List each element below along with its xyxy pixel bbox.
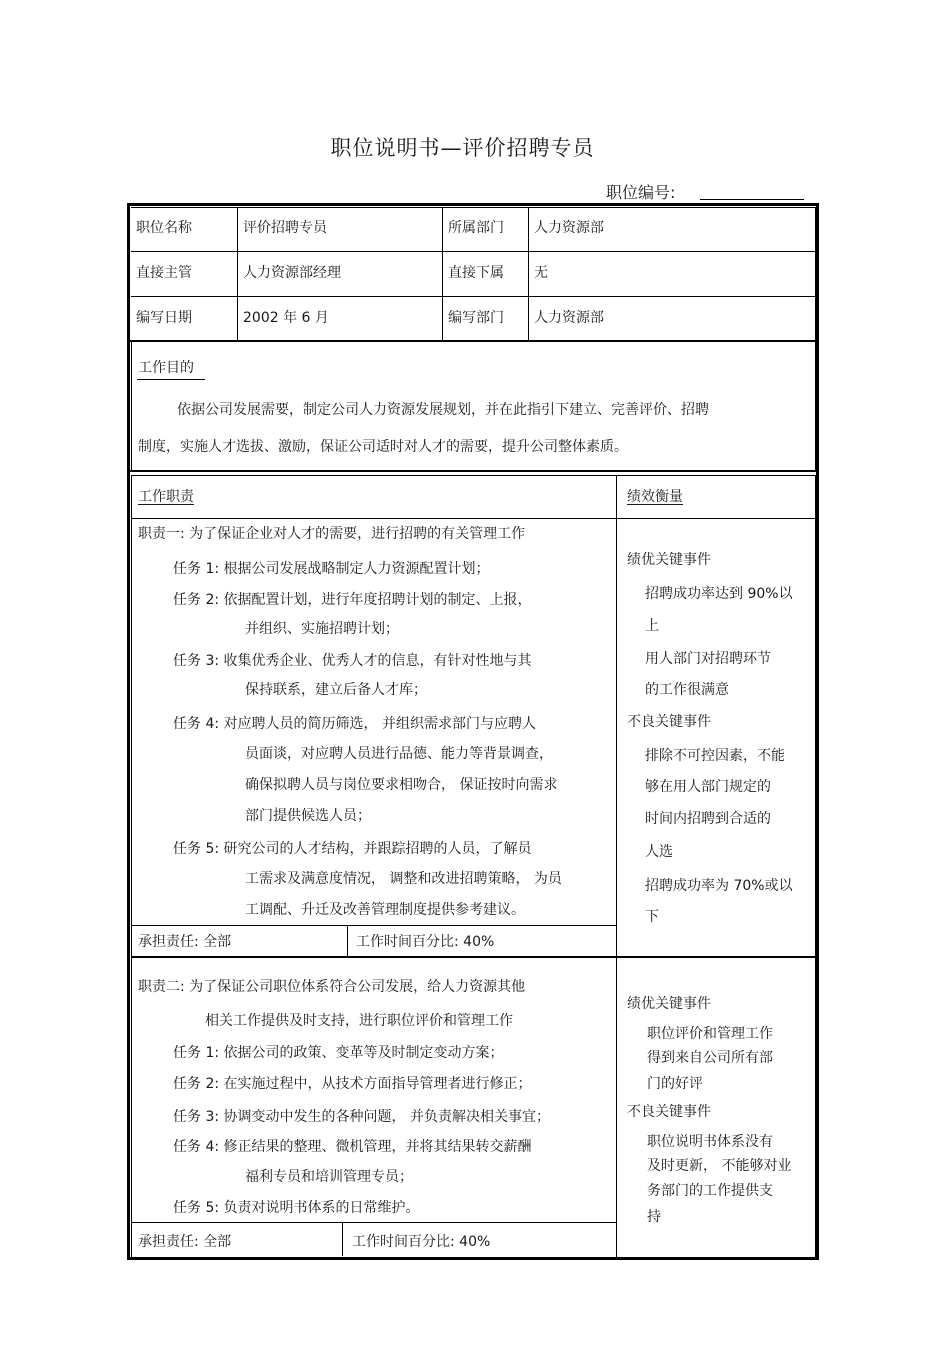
task-line: 任务 1: 根据公司发展战略制定人力资源配置计划； xyxy=(173,561,490,577)
duty-1-title: 职责一: 为了保证企业对人才的需要，进行招聘的有关管理工作 xyxy=(138,526,526,542)
perf-line: 职位说明书体系没有 xyxy=(647,1134,773,1150)
perf-line: 下 xyxy=(645,909,659,925)
perf-line: 务部门的工作提供支 xyxy=(647,1183,773,1199)
task-line: 任务 3: 收集优秀企业、优秀人才的信息，有针对性地与其 xyxy=(173,653,532,669)
label-author-dept: 编写部门 xyxy=(448,310,504,326)
value-subordinate: 无 xyxy=(534,265,548,281)
perf-line: 及时更新， 不能够对业 xyxy=(647,1158,792,1174)
page-title: 职位说明书—评价招聘专员 xyxy=(330,136,595,160)
duty-2-time-percent: 工作时间百分比: 40% xyxy=(352,1234,491,1250)
perf-line: 不良关键事件 xyxy=(627,714,711,730)
label-subordinate: 直接下属 xyxy=(448,265,504,281)
purpose-line-1: 依据公司发展需要，制定公司人力资源发展规划，并在此指引下建立、完善评价、招聘 xyxy=(177,402,709,418)
task-line: 工调配、升迁及改善管理制度提供参考建议。 xyxy=(245,902,525,918)
perf-line: 上 xyxy=(645,618,659,634)
perf-line: 用人部门对招聘环节 xyxy=(645,651,771,667)
purpose-heading: 工作目的 xyxy=(138,360,194,376)
perf-line: 的工作很满意 xyxy=(645,682,729,698)
task-line: 并组织、实施招聘计划； xyxy=(245,621,399,637)
value-author-dept: 人力资源部 xyxy=(534,310,604,326)
task-line: 任务 5: 研究公司的人才结构，并跟踪招聘的人员，了解员 xyxy=(173,841,532,857)
perf-line: 门的好评 xyxy=(647,1076,703,1092)
label-supervisor: 直接主管 xyxy=(136,265,192,281)
duty-1-time-percent: 工作时间百分比: 40% xyxy=(356,934,495,950)
duty-2-title: 职责二: 为了保证公司职位体系符合公司发展，给人力资源其他 xyxy=(138,979,526,995)
job-number-label: 职位编号: xyxy=(606,183,676,202)
perf-line: 绩优关键事件 xyxy=(627,996,711,1012)
perf-line: 得到来自公司所有部 xyxy=(647,1050,773,1066)
value-date: 2002 年 6 月 xyxy=(243,310,329,326)
perf-line: 招聘成功率为 70%或以 xyxy=(645,878,793,894)
task-line: 任务 2: 在实施过程中，从技术方面指导管理者进行修正； xyxy=(173,1076,532,1092)
task-line: 任务 1: 依据公司的政策、变革等及时制定变动方案； xyxy=(173,1045,504,1061)
value-department: 人力资源部 xyxy=(534,220,604,236)
perf-line: 时间内招聘到合适的 xyxy=(645,811,771,827)
task-line: 任务 2: 依据配置计划，进行年度招聘计划的制定、上报， xyxy=(173,592,532,608)
perf-line: 排除不可控因素，不能 xyxy=(645,748,785,764)
job-number-field[interactable] xyxy=(700,199,804,200)
task-line: 保持联系，建立后备人才库； xyxy=(245,682,427,698)
task-line: 工需求及满意度情况， 调整和改进招聘策略， 为员 xyxy=(245,871,562,887)
task-line: 任务 5: 负责对说明书体系的日常维护。 xyxy=(173,1200,420,1216)
performance-heading: 绩效衡量 xyxy=(627,489,683,505)
perf-line: 招聘成功率达到 90%以 xyxy=(645,586,793,602)
duty-2-responsibility: 承担责任: 全部 xyxy=(138,1234,232,1250)
duty-1-responsibility: 承担责任: 全部 xyxy=(138,934,232,950)
label-department: 所属部门 xyxy=(448,220,504,236)
task-line: 部门提供候选人员； xyxy=(245,808,371,824)
task-line: 任务 4: 对应聘人员的简历筛选， 并组织需求部门与应聘人 xyxy=(173,716,536,732)
label-date: 编写日期 xyxy=(136,310,192,326)
perf-line: 绩优关键事件 xyxy=(627,552,711,568)
task-line: 福利专员和培训管理专员； xyxy=(245,1169,413,1185)
perf-line: 人选 xyxy=(645,844,673,860)
value-supervisor: 人力资源部经理 xyxy=(243,265,341,281)
task-line: 任务 3: 协调变动中发生的各种问题， 并负责解决相关事宜； xyxy=(173,1109,550,1125)
perf-line: 够在用人部门规定的 xyxy=(645,779,771,795)
value-position-name: 评价招聘专员 xyxy=(243,220,327,236)
duties-heading: 工作职责 xyxy=(138,489,194,505)
perf-line: 职位评价和管理工作 xyxy=(647,1026,773,1042)
perf-line: 不良关键事件 xyxy=(627,1104,711,1120)
perf-line: 持 xyxy=(647,1209,661,1225)
task-line: 任务 4: 修正结果的整理、微机管理，并将其结果转交薪酬 xyxy=(173,1139,532,1155)
purpose-line-2: 制度，实施人才选拔、激励，保证公司适时对人才的需要，提升公司整体素质。 xyxy=(138,439,628,455)
label-position-name: 职位名称 xyxy=(136,220,192,236)
task-line: 确保拟聘人员与岗位要求相吻合， 保证按时向需求 xyxy=(245,777,558,793)
task-line: 员面谈，对应聘人员进行品德、能力等背景调查， xyxy=(245,746,553,762)
duty-2-title-cont: 相关工作提供及时支持，进行职位评价和管理工作 xyxy=(205,1013,513,1029)
